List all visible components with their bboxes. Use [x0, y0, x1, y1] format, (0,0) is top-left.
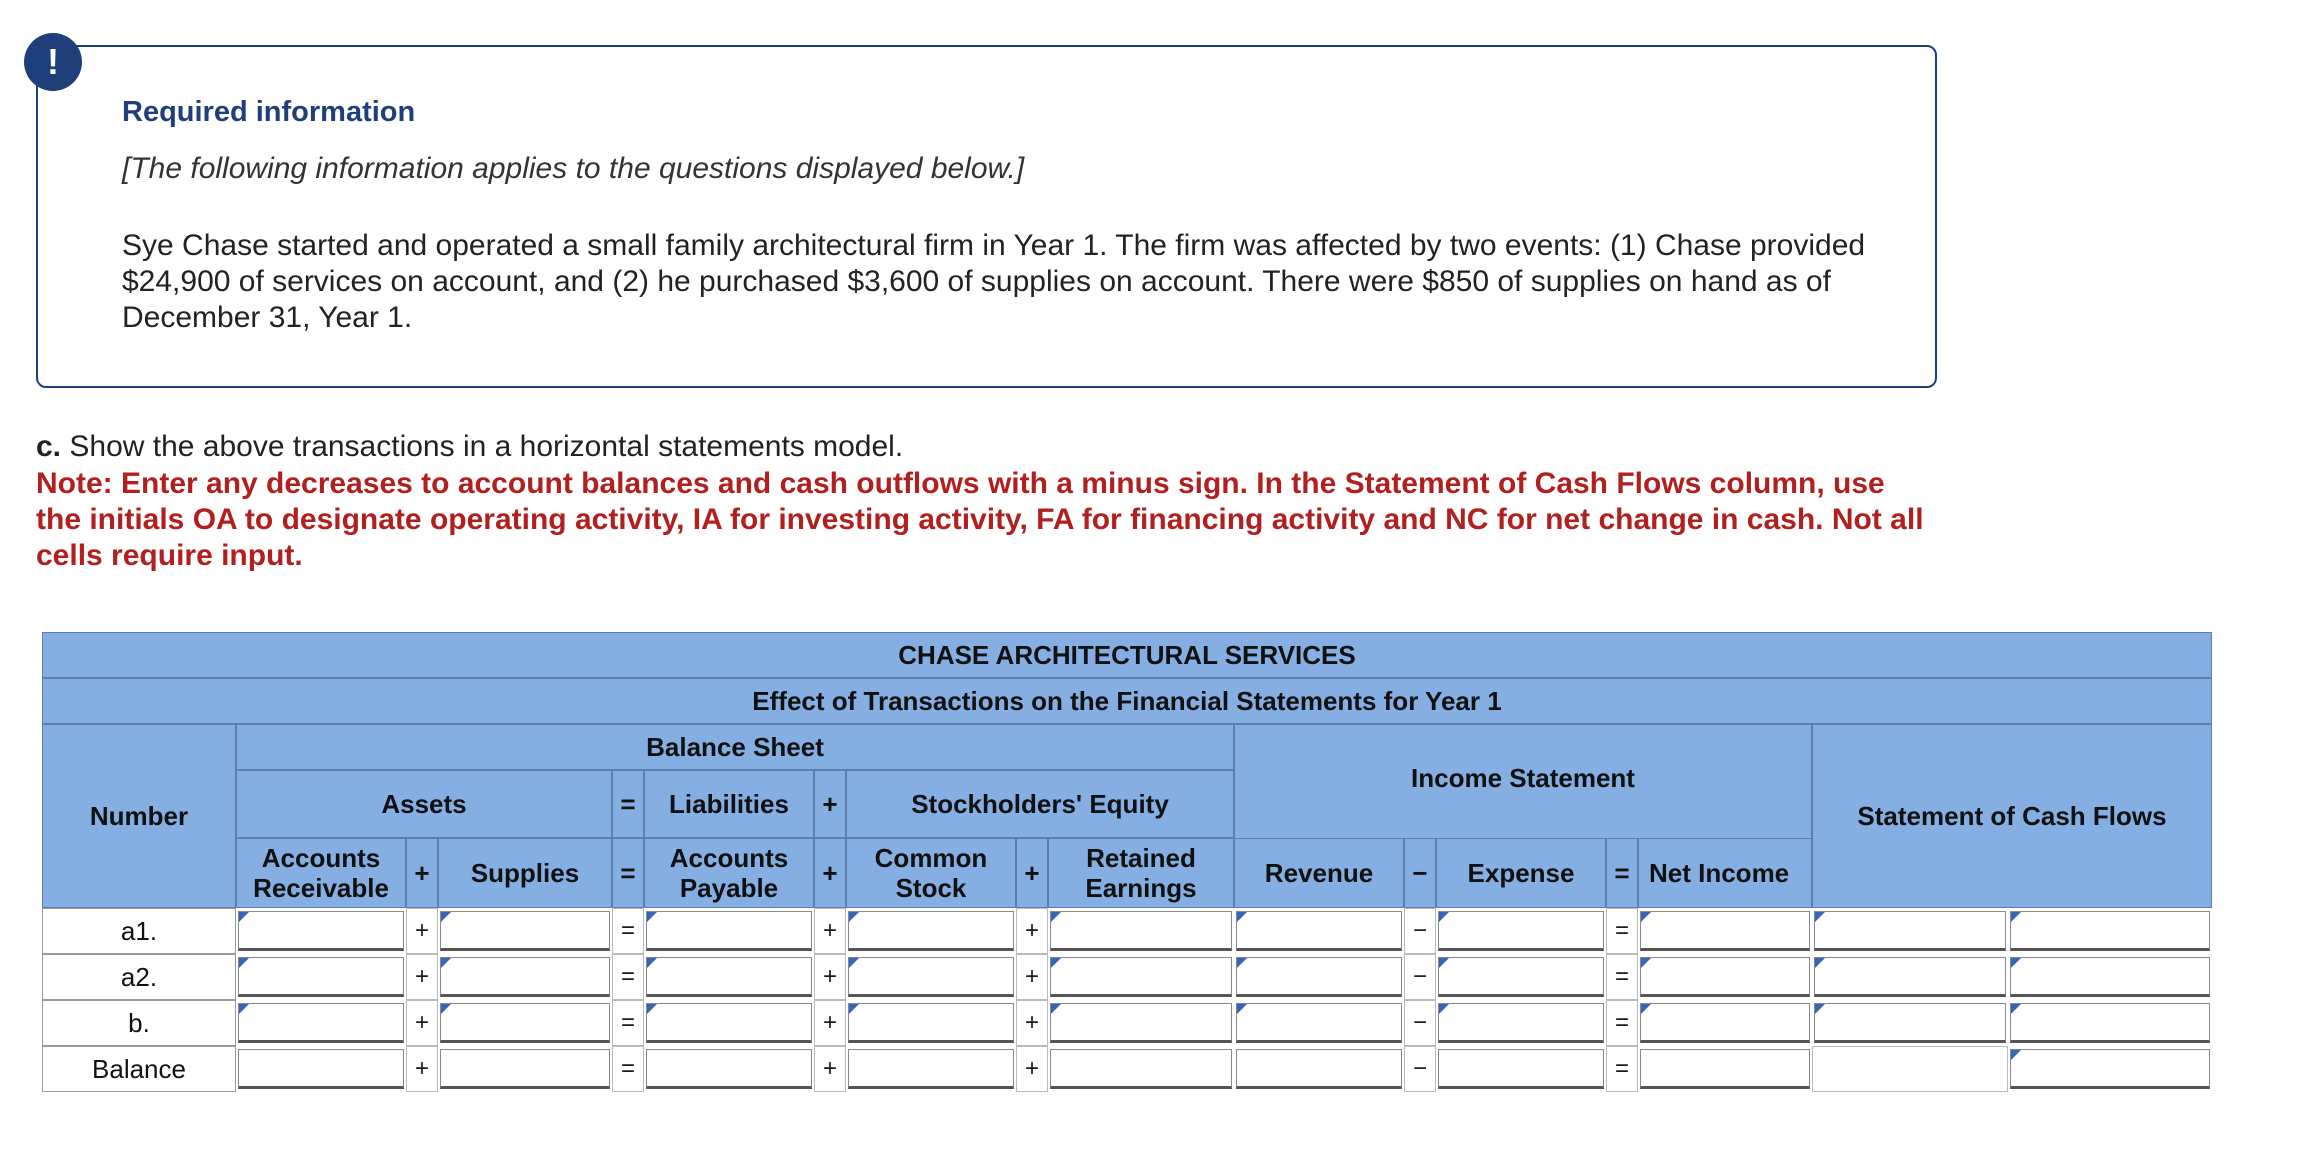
balance-sheet-header: Balance Sheet	[236, 724, 1234, 770]
input-common-stock	[848, 1049, 1014, 1089]
input-supplies[interactable]	[440, 1003, 610, 1043]
col-common-stock: Common Stock	[846, 838, 1016, 908]
input-accounts-receivable	[238, 1049, 404, 1089]
col-revenue: Revenue	[1234, 838, 1404, 908]
alert-icon: !	[24, 33, 82, 91]
input-cash-flow-activity[interactable]	[2010, 911, 2210, 951]
plus-symbol: +	[406, 1000, 438, 1046]
number-header: Number	[42, 724, 236, 908]
equals-symbol: =	[612, 1000, 644, 1046]
info-subtitle: [The following information applies to the questions displayed below.]	[122, 152, 1025, 185]
equals-symbol: =	[612, 770, 644, 838]
company-title: CHASE ARCHITECTURAL SERVICES	[42, 632, 2212, 678]
input-supplies	[440, 1049, 610, 1089]
plus-symbol: +	[406, 1046, 438, 1092]
input-retained-earnings	[1050, 1049, 1232, 1089]
input-expense[interactable]	[1438, 957, 1604, 997]
col-expense: Expense	[1436, 838, 1606, 908]
row-label: a2.	[42, 954, 236, 1000]
input-expense[interactable]	[1438, 1003, 1604, 1043]
question-text	[36, 430, 903, 464]
plus-symbol: +	[406, 954, 438, 1000]
equals-symbol: =	[1606, 1000, 1638, 1046]
row-label: a1.	[42, 908, 236, 954]
minus-symbol: −	[1404, 838, 1436, 908]
plus-symbol: +	[1016, 838, 1048, 908]
equals-symbol: =	[1606, 954, 1638, 1000]
input-accounts-receivable[interactable]	[238, 957, 404, 997]
input-revenue[interactable]	[1236, 957, 1402, 997]
plus-symbol: +	[1016, 954, 1048, 1000]
plus-symbol: +	[814, 1000, 846, 1046]
input-common-stock[interactable]	[848, 957, 1014, 997]
liabilities-header: Liabilities	[644, 770, 814, 838]
empty-cell	[1812, 1046, 2008, 1092]
plus-symbol: +	[814, 1046, 846, 1092]
col-accounts-payable: Accounts Payable	[644, 838, 814, 908]
income-statement-header: Income Statement	[1234, 724, 1812, 908]
input-cash-flow-amount[interactable]	[1814, 911, 2006, 951]
equals-symbol: =	[1606, 1046, 1638, 1092]
question-note: Note: Enter any decreases to account balances and cash outflows with a minus sign. In the Statement of Cash Flows column, use the initials OA to designate operating activity, IA for investing activity, FA for financing activity and NC for net change in cash. Not all cells require input.	[36, 467, 1924, 572]
question-label: c.	[36, 430, 62, 463]
input-accounts-payable[interactable]	[646, 911, 812, 951]
input-accounts-receivable[interactable]	[238, 911, 404, 951]
equals-symbol: =	[1606, 838, 1638, 908]
info-title: Required information	[122, 96, 416, 128]
input-net-income[interactable]	[1640, 1003, 1810, 1043]
statements-model-table	[42, 632, 2212, 1094]
cash-flows-header: Statement of Cash Flows	[1812, 724, 2212, 908]
equals-symbol: =	[612, 954, 644, 1000]
row-label: b.	[42, 1000, 236, 1046]
statement-subtitle: Effect of Transactions on the Financial Statements for Year 1	[42, 678, 2212, 724]
input-net-income	[1640, 1049, 1810, 1089]
input-cash-flow-amount[interactable]	[1814, 957, 2006, 997]
plus-symbol: +	[814, 838, 846, 908]
minus-symbol: −	[1404, 954, 1436, 1000]
col-supplies: Supplies	[438, 838, 612, 908]
input-accounts-payable[interactable]	[646, 957, 812, 997]
plus-symbol: +	[406, 838, 438, 908]
input-expense[interactable]	[1438, 911, 1604, 951]
minus-symbol: −	[1404, 1046, 1436, 1092]
input-accounts-payable	[646, 1049, 812, 1089]
plus-symbol: +	[814, 908, 846, 954]
plus-symbol: +	[1016, 908, 1048, 954]
plus-symbol: +	[406, 908, 438, 954]
minus-symbol: −	[1404, 1000, 1436, 1046]
row-label: Balance	[42, 1046, 236, 1092]
input-retained-earnings[interactable]	[1050, 911, 1232, 951]
input-retained-earnings[interactable]	[1050, 957, 1232, 997]
input-revenue	[1236, 1049, 1402, 1089]
equals-symbol: =	[612, 838, 644, 908]
input-supplies[interactable]	[440, 911, 610, 951]
plus-symbol: +	[814, 770, 846, 838]
input-accounts-receivable[interactable]	[238, 1003, 404, 1043]
input-common-stock[interactable]	[848, 911, 1014, 951]
assets-header: Assets	[236, 770, 612, 838]
plus-symbol: +	[1016, 1046, 1048, 1092]
info-body: Sye Chase started and operated a small family architectural firm in Year 1. The firm was affected by two events: (1) Chase provided $24,900 of services on account, and (2) he purchased $3,600 of supplies on account. There were $850 of supplies on hand as of December 31, Year 1.	[122, 229, 1866, 334]
equals-symbol: =	[1606, 908, 1638, 954]
col-accounts-receivable: Accounts Receivable	[236, 838, 406, 908]
minus-symbol: −	[1404, 908, 1436, 954]
col-net-income: Net Income	[1638, 838, 1812, 908]
input-revenue[interactable]	[1236, 1003, 1402, 1043]
equals-symbol: =	[612, 908, 644, 954]
input-supplies[interactable]	[440, 957, 610, 997]
equity-header: Stockholders' Equity	[846, 770, 1234, 838]
input-cash-flow-activity[interactable]	[2010, 1049, 2210, 1089]
equals-symbol: =	[612, 1046, 644, 1092]
input-cash-flow-amount[interactable]	[1814, 1003, 2006, 1043]
input-accounts-payable[interactable]	[646, 1003, 812, 1043]
plus-symbol: +	[814, 954, 846, 1000]
input-cash-flow-activity[interactable]	[2010, 957, 2210, 997]
input-cash-flow-activity[interactable]	[2010, 1003, 2210, 1043]
col-retained-earnings: Retained Earnings	[1048, 838, 1234, 908]
input-expense	[1438, 1049, 1604, 1089]
input-revenue[interactable]	[1236, 911, 1402, 951]
input-net-income[interactable]	[1640, 957, 1810, 997]
question-body: Show the above transactions in a horizontal statements model.	[69, 430, 904, 463]
plus-symbol: +	[1016, 1000, 1048, 1046]
input-common-stock[interactable]	[848, 1003, 1014, 1043]
input-net-income[interactable]	[1640, 911, 1810, 951]
input-retained-earnings[interactable]	[1050, 1003, 1232, 1043]
